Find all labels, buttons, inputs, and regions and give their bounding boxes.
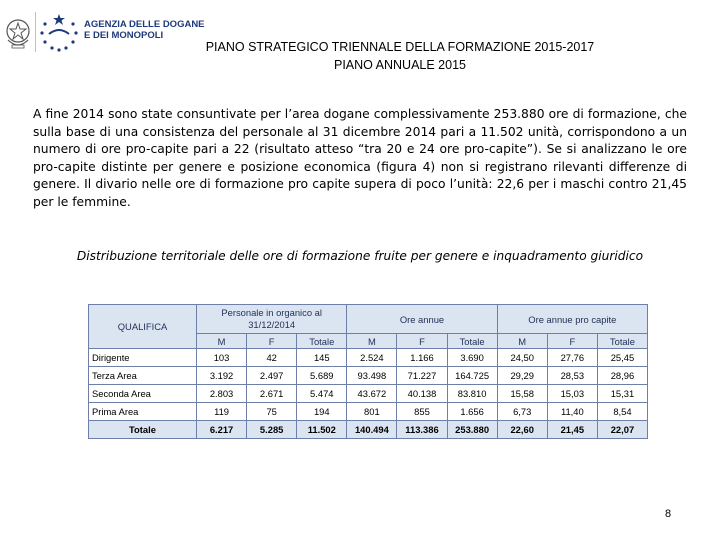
table-cell: 194: [297, 403, 347, 421]
table-cell: 855: [397, 403, 447, 421]
table-cell: 2.671: [247, 385, 297, 403]
subheader-cell: M: [197, 334, 247, 349]
table-cell: 2.497: [247, 367, 297, 385]
table-cell: 93.498: [347, 367, 397, 385]
total-cell: 11.502: [297, 421, 347, 439]
table-cell: 2.803: [197, 385, 247, 403]
table-cell: 5.689: [297, 367, 347, 385]
row-label: Seconda Area: [89, 385, 197, 403]
subheader-cell: Totale: [297, 334, 347, 349]
table-cell: 103: [197, 349, 247, 367]
table-cell: 28,53: [547, 367, 597, 385]
header-ore-pro-capite: Ore annue pro capite: [497, 305, 647, 334]
subheader-cell: F: [397, 334, 447, 349]
header-qualifica: QUALIFICA: [89, 305, 197, 349]
header-ore-annue: Ore annue: [347, 305, 497, 334]
table-cell: 1.656: [447, 403, 497, 421]
subheader-cell: Totale: [447, 334, 497, 349]
table-cell: 40.138: [397, 385, 447, 403]
row-label: Prima Area: [89, 403, 197, 421]
table-cell: 27,76: [547, 349, 597, 367]
table-cell: 801: [347, 403, 397, 421]
total-cell: 113.386: [397, 421, 447, 439]
total-cell: 253.880: [447, 421, 497, 439]
table-cell: 25,45: [597, 349, 647, 367]
table-row: [89, 403, 648, 421]
table-cell: 8,54: [597, 403, 647, 421]
table-cell: 24,50: [497, 349, 547, 367]
total-cell: 140.494: [347, 421, 397, 439]
table-cell: 71.227: [397, 367, 447, 385]
table-cell: 83.810: [447, 385, 497, 403]
table-cell: 11,40: [547, 403, 597, 421]
table-row: [89, 349, 648, 367]
header-personale: Personale in organico al 31/12/2014: [197, 305, 347, 334]
subheader-cell: Totale: [597, 334, 647, 349]
subheader-cell: F: [547, 334, 597, 349]
table-cell: 3.690: [447, 349, 497, 367]
table-cell: 3.192: [197, 367, 247, 385]
agency-logo-icon: [37, 12, 81, 52]
training-hours-table: [88, 304, 648, 439]
republic-emblem-icon: [3, 14, 33, 52]
table-cell: 15,58: [497, 385, 547, 403]
logo-line-2: E DEI MONOPOLI: [84, 30, 164, 41]
document-title: PIANO STRATEGICO TRIENNALE DELLA FORMAZIONE 2015-2017: [205, 40, 595, 54]
table-cell: 15,31: [597, 385, 647, 403]
subheader-cell: M: [347, 334, 397, 349]
page-number: 8: [665, 508, 672, 520]
table-cell: 42: [247, 349, 297, 367]
total-cell: 21,45: [547, 421, 597, 439]
table-total-row: [89, 421, 648, 439]
agency-logo-text: [84, 19, 205, 41]
total-cell: 22,60: [497, 421, 547, 439]
table-cell: 119: [197, 403, 247, 421]
subheader-cell: F: [247, 334, 297, 349]
logo-line-1: AGENZIA DELLE DOGANE: [84, 19, 205, 30]
table-row: [89, 367, 648, 385]
row-label: Dirigente: [89, 349, 197, 367]
table-cell: 15,03: [547, 385, 597, 403]
document-subtitle: PIANO ANNUALE 2015: [333, 58, 466, 72]
row-label: Terza Area: [89, 367, 197, 385]
table-cell: 1.166: [397, 349, 447, 367]
table-cell: 6,73: [497, 403, 547, 421]
table-cell: 5.474: [297, 385, 347, 403]
total-label: Totale: [89, 421, 197, 439]
body-paragraph: A fine 2014 sono state consuntivate per l’area dogane complessivamente 253.880 ore di formazione, che sulla base di una consistenza del personale al 31 dicembre 2014 pari a 11.502 unità, corrispondono a un numero di ore pro-capite pari a 22 (risultato atteso “tra 20 e 24 ore pro-capite”). Se si analizzano le ore pro-capite distinte per genere e posizione economica (figura 4) non si registrano rilevanti differenze di genere. Il divario nelle ore di formazione pro capite supera di poco l’unità: 22,6 per i maschi contro 21,45 per le femmine.: [33, 107, 687, 209]
logo-divider: [35, 12, 36, 52]
table-cell: 75: [247, 403, 297, 421]
total-cell: 22,07: [597, 421, 647, 439]
table-cell: 145: [297, 349, 347, 367]
table-cell: 28,96: [597, 367, 647, 385]
table-caption: Distribuzione territoriale delle ore di formazione fruite per genere e inquadramento giuridico: [76, 249, 644, 263]
table-cell: 164.725: [447, 367, 497, 385]
table-cell: 43.672: [347, 385, 397, 403]
table-row: [89, 385, 648, 403]
table-cell: 2.524: [347, 349, 397, 367]
subheader-cell: M: [497, 334, 547, 349]
total-cell: 6.217: [197, 421, 247, 439]
total-cell: 5.285: [247, 421, 297, 439]
table-cell: 29,29: [497, 367, 547, 385]
